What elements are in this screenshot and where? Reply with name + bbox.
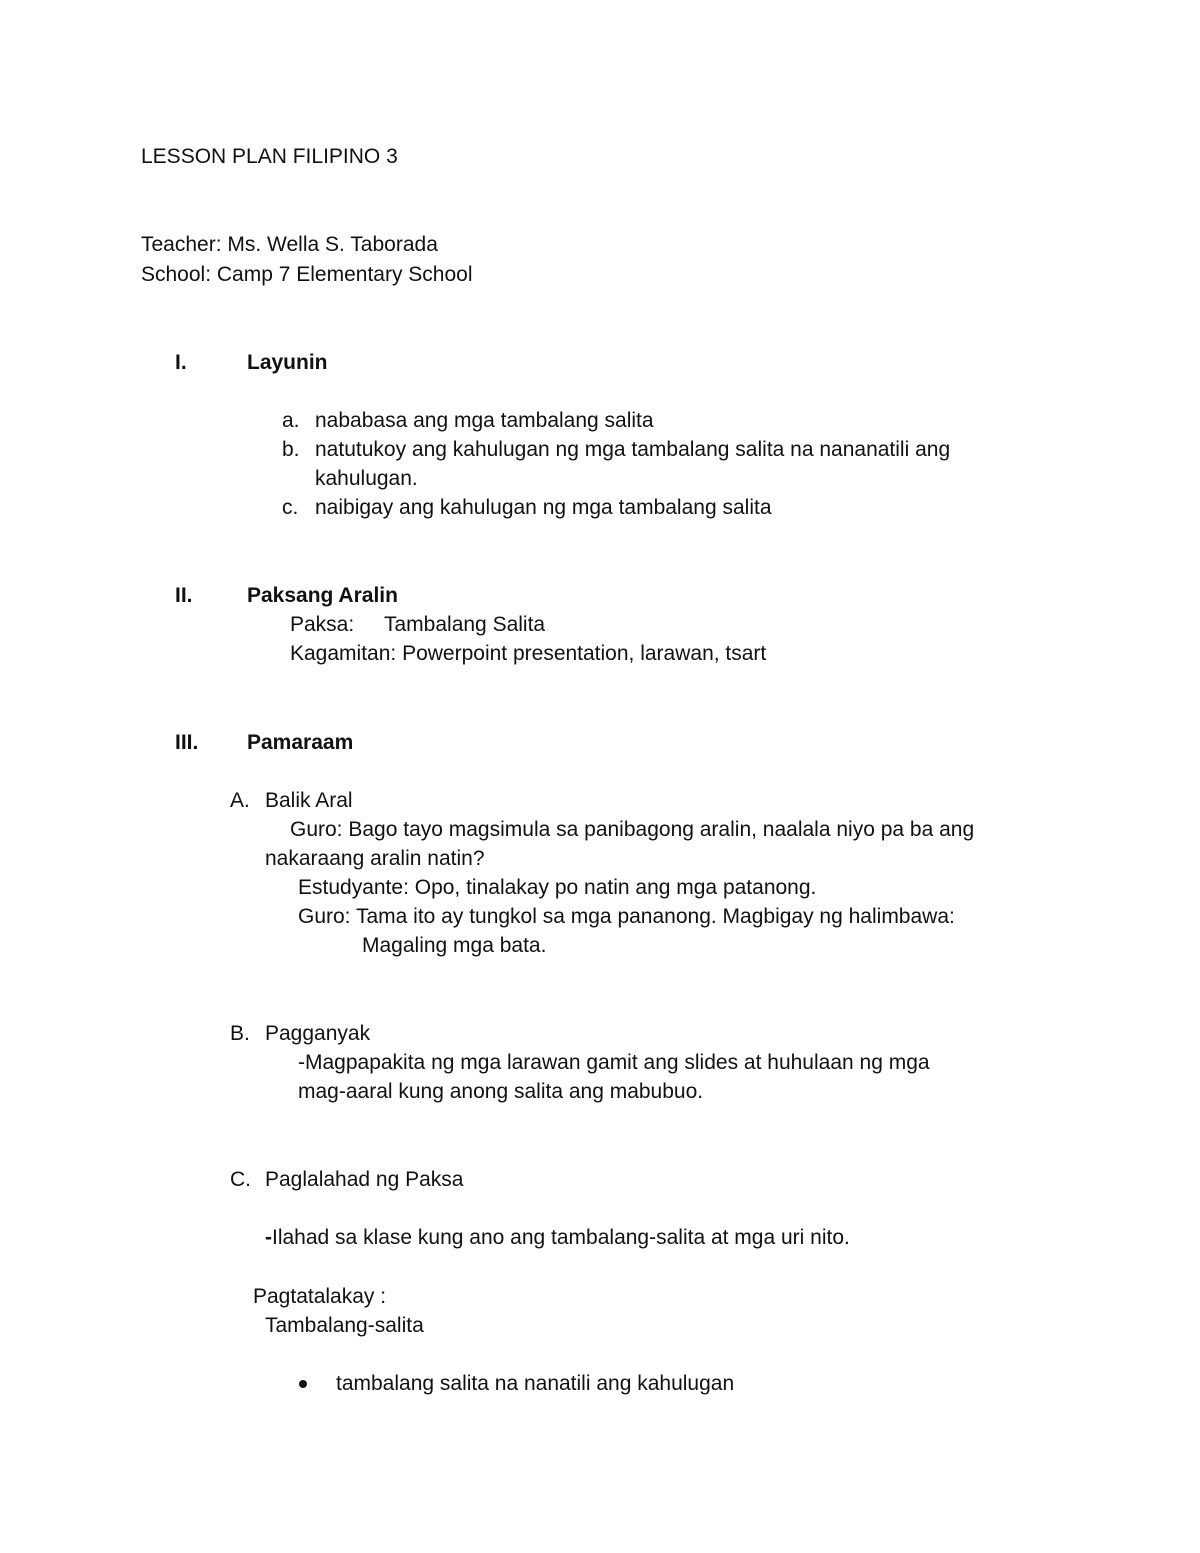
part-b-title: Pagganyak xyxy=(265,1022,371,1045)
school-line: School: Camp 7 Elementary School xyxy=(141,263,473,286)
section-3-heading: Pamaraam xyxy=(247,731,354,754)
kagamitan-line: Kagamitan: Powerpoint presentation, larawan, tsart xyxy=(290,642,767,665)
section-2-numeral: II. xyxy=(175,584,193,607)
objective-a-text: nababasa ang mga tambalang salita xyxy=(315,409,654,432)
part-a-line-4: Guro: Tama ito ay tungkol sa mga pananong. Magbigay ng halimbawa: xyxy=(298,905,955,928)
part-c-marker: C. xyxy=(230,1168,251,1191)
part-a-marker: A. xyxy=(230,789,250,812)
objective-b-text-cont: kahulugan. xyxy=(315,467,418,490)
section-1-numeral: I. xyxy=(175,351,187,374)
objective-b-text: natutukoy ang kahulugan ng mga tambalang salita na nananatili ang xyxy=(315,438,951,461)
section-3-numeral: III. xyxy=(175,731,199,754)
part-a-title: Balik Aral xyxy=(265,789,353,812)
section-1-heading: Layunin xyxy=(247,351,328,374)
part-b-marker: B. xyxy=(230,1022,250,1045)
part-b-line-1: -Magpapakita ng mga larawan gamit ang slides at huhulaan ng mga xyxy=(298,1051,930,1074)
pagtatalakay-label: Pagtatalakay : xyxy=(253,1285,387,1308)
part-c-instruction: Ilahad sa klase kung ano ang tambalang-salita at mga uri nito. xyxy=(272,1226,850,1249)
part-a-line-2: nakaraang aralin natin? xyxy=(265,847,485,870)
part-a-line-5: Magaling mga bata. xyxy=(362,934,547,957)
part-c-title: Paglalahad ng Paksa xyxy=(265,1168,464,1191)
paksa-value: Tambalang Salita xyxy=(384,613,546,636)
part-b-line-2: mag-aaral kung anong salita ang mabubuo. xyxy=(298,1080,704,1103)
section-2-heading: Paksang Aralin xyxy=(247,584,398,607)
tambalang-salita-label: Tambalang-salita xyxy=(265,1314,424,1337)
bullet-icon xyxy=(299,1380,307,1388)
objective-c-marker: c. xyxy=(282,496,299,519)
objective-c-text: naibigay ang kahulugan ng mga tambalang salita xyxy=(315,496,772,519)
part-a-line-1: Guro: Bago tayo magsimula sa panibagong aralin, naalala niyo pa ba ang xyxy=(290,818,975,841)
teacher-line: Teacher: Ms. Wella S. Taborada xyxy=(141,233,438,256)
document-title: LESSON PLAN FILIPINO 3 xyxy=(141,145,398,168)
objective-b-marker: b. xyxy=(282,438,300,461)
paksa-label: Paksa: xyxy=(290,613,355,636)
bullet-item-1: tambalang salita na nanatili ang kahulugan xyxy=(336,1372,735,1395)
part-a-line-3: Estudyante: Opo, tinalakay po natin ang mga patanong. xyxy=(298,876,817,899)
objective-a-marker: a. xyxy=(282,409,300,432)
part-c-dash: - xyxy=(265,1226,272,1249)
